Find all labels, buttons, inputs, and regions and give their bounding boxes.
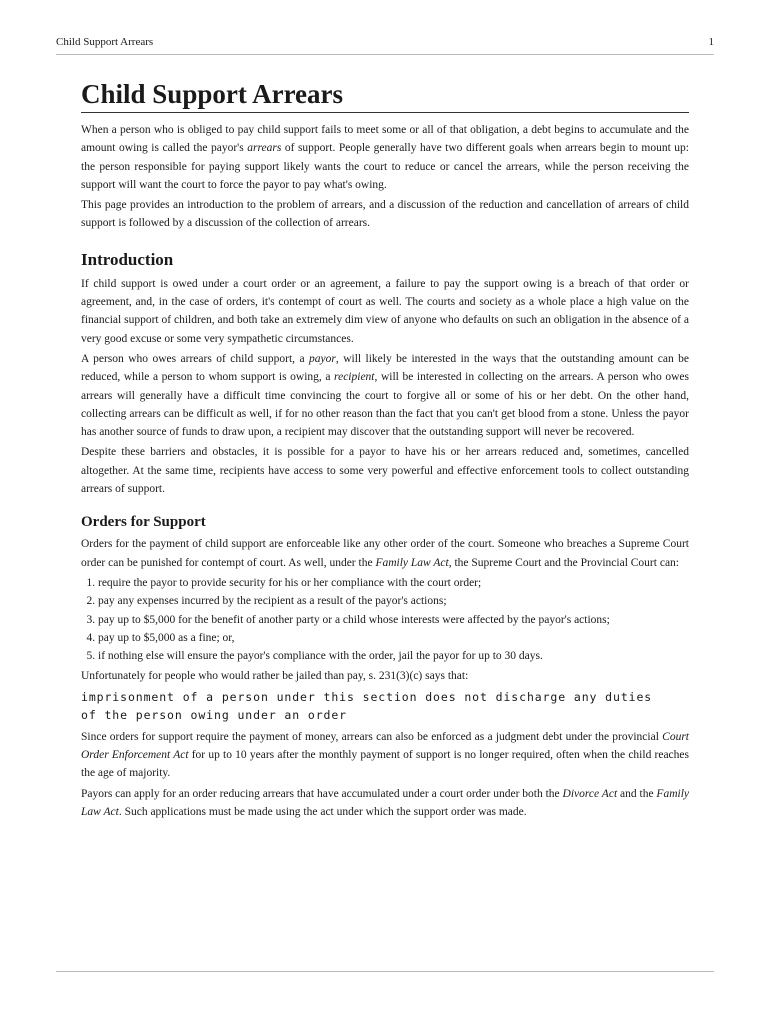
page-title: Child Support Arrears (81, 78, 689, 113)
section-heading-orders: Orders for Support (81, 514, 206, 531)
court-powers-list (81, 574, 689, 665)
running-header-title: Child Support Arrears (56, 36, 154, 48)
term-arrears: arrears (247, 142, 282, 155)
introduction-paragraph-1: If child support is owed under a court order or an agreement, a failure to pay the support owing is a breach of that order or agreement, and, in the case of orders, it's contempt of court as well. The courts and society as a whole place a high value on the financial support of children, and both take an extremely dim view of anyone who defaults on such an obligation in the absence of a very good excuse or some very sympathetic circumstances. (81, 277, 689, 345)
running-header (56, 36, 714, 55)
term-recipient: recipient (334, 371, 375, 384)
orders-paragraph-3: Since orders for support require the payment of money, arrears can also be enforced as a judgment debt under the provincial Court Order Enforcement Act for up to 10 years after the monthly payment of support is no longer required, often when the child reaches the age of majority. (81, 730, 689, 780)
term-court-order-enforcement-act: Court Order Enforcement Act (81, 730, 689, 762)
orders-paragraph-1: Orders for the payment of child support are enforceable like any other order of the court. Someone who breaches a Supreme Court order can be punished for contempt of court. As well, under the Family Law Act, the Supreme Court and the Provincial Court can: (81, 538, 689, 569)
list-item: 1. require the payor to provide security for his or her compliance with the court order; (98, 574, 689, 592)
term-divorce-act: Divorce Act (562, 787, 618, 800)
footer-rule (56, 971, 714, 972)
list-item: 5. if nothing else will ensure the payor's compliance with the order, jail the payor for up to 30 days. (98, 647, 689, 665)
orders-paragraph-2: Unfortunately for people who would rather be jailed than pay, s. 231(3)(c) says that: (81, 670, 469, 683)
document-body (81, 78, 689, 823)
statute-quote (81, 688, 689, 724)
introduction-paragraph-3: Despite these barriers and obstacles, it is possible for a payor to have his or her arrears reduced and, sometimes, cancelled altogether. At the same time, recipients have access to some very powerful and effective enforcement tools to collect outstanding arrears of support. (81, 446, 689, 496)
statute-quote-line-1: imprisonment of a person under this section does not discharge any duties (81, 689, 653, 704)
intro-paragraph-2: This page provides an introduction to the problem of arrears, and a discussion of the reduction and cancellation of arrears of child support is followed by a discussion of the collection of arrears. (81, 199, 689, 230)
statute-quote-line-2: of the person owing under an order (81, 707, 348, 722)
term-family-law-act: Family Law Act (81, 787, 689, 818)
page-number: 1 (708, 36, 714, 48)
term-payor: payor (309, 352, 336, 365)
list-item: 4. pay up to $5,000 as a fine; or, (98, 629, 689, 647)
intro-paragraph-1: When a person who is obliged to pay child support fails to meet some or all of that obligation, a debt begins to accumulate and the amount owing is called the payor's arrears of support. People generally have two different goals when arrears begin to mount up: the person responsible for paying support likely wants the court to reduce or cancel the arrears, while the person receiving the support will want the court to force the payor to pay what's owing. (81, 124, 689, 191)
list-item: 3. pay up to $5,000 for the benefit of another party or a child whose interests were affected by the payor's actions; (98, 611, 689, 629)
orders-paragraph-4: Payors can apply for an order reducing arrears that have accumulated under a court order under both the Divorce Act and the Family Law Act. Such applications must be made using the act under which the support order was made. (81, 787, 689, 818)
section-heading-introduction: Introduction (81, 249, 174, 269)
list-item: 2. pay any expenses incurred by the recipient as a result of the payor's actions; (98, 592, 689, 610)
introduction-paragraph-2: A person who owes arrears of child support, a payor, will likely be interested in the ways that the outstanding amount can be reduced, while a person to whom support is owing, a recipient, will be interested in collecting on the arrears. A person who owes arrears will generally have a difficult time convincing the court to forgive all or some of his or her debt. On the other hand, collecting arrears can be difficult as well, if for no other reason than the fact that you can't get blood from a stone. Unless the payor has another source of funds to draw upon, a recipient may discover that the outstanding support will never be recovered. (81, 352, 689, 439)
term-family-law-act: Family Law Act (375, 556, 449, 569)
